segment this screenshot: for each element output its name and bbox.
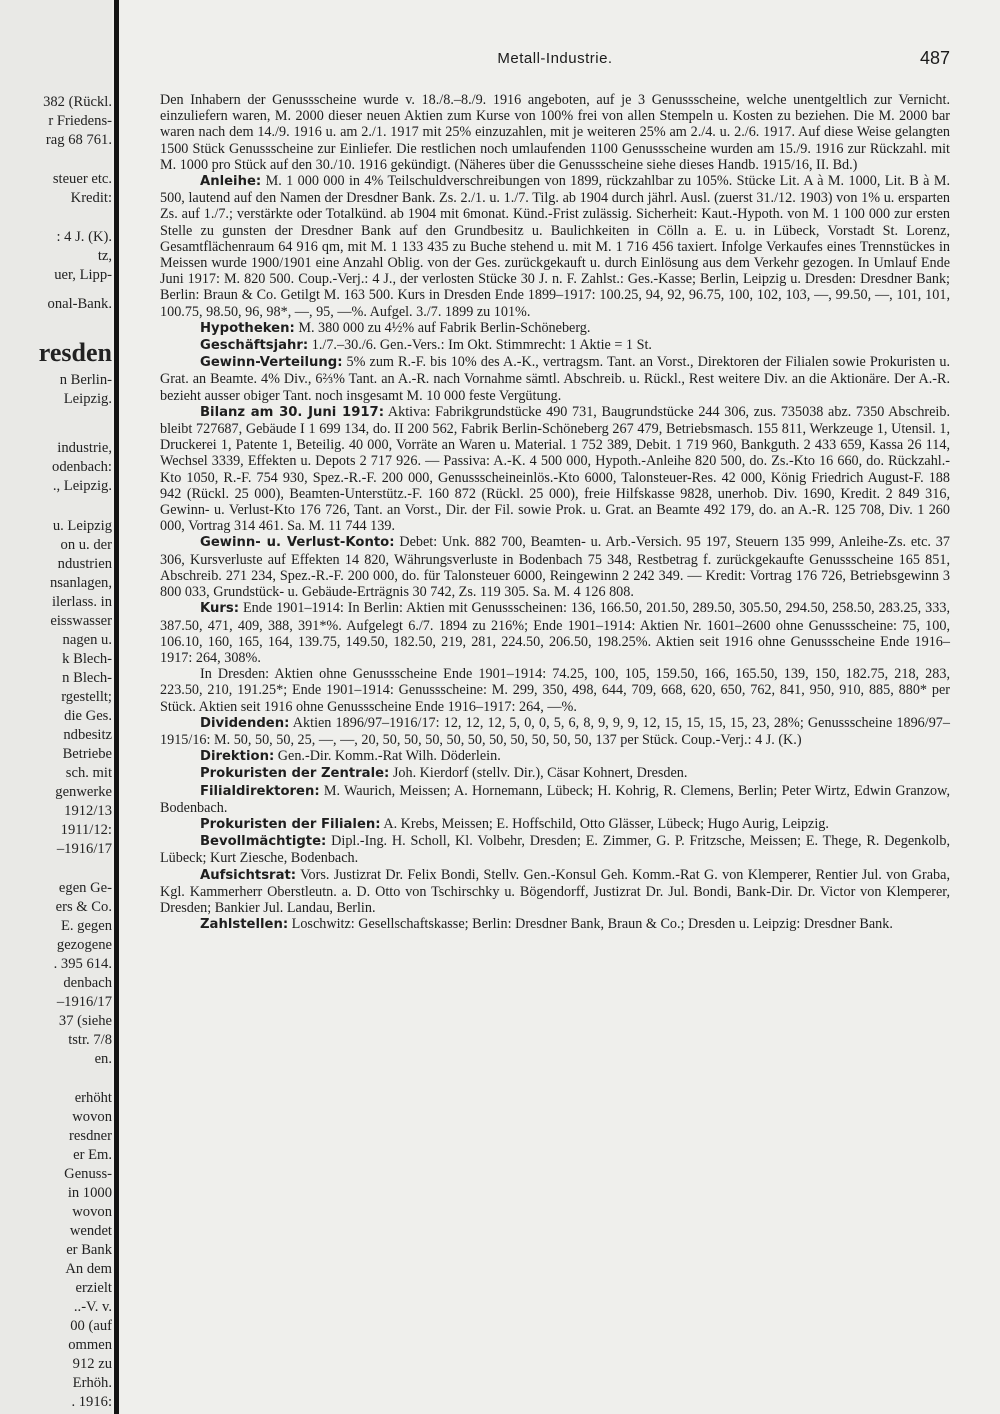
gutter-text-line: die Ges. xyxy=(64,708,112,724)
gutter-text-line: r Friedens- xyxy=(48,113,112,129)
entry-paragraph xyxy=(160,600,950,666)
entry-text: Dipl.-Ing. H. Scholl, Kl. Volbehr, Dresden; E. Zimmer, G. P. Fritzsche, Meissen; E. Thege, R. Degenkolb, Lübeck; Kurt Ziesche, Bodenbach. xyxy=(160,833,950,867)
entry-text: M. 1 000 000 in 4% Teilschuldverschreibungen von 1899, rückzahlbar zu 105%. Stücke Lit. A à M. 1000, Lit. B à M. 500, lautend auf den Namen der Dresdner Bank. Zs. 2./1. u. 1./7. Tilg. ab 1904 durch jährl. Ausl. (zuerst 31./12. 1903) von 1% u. ersparten Zs. auf 1./7.; verstärkte oder Totalkünd. ab 1904 mit 6monat. Künd.-Frist zulässig. Sicherheit: Kaut.-Hypoth. von M. 1 100 000 zur ersten Stelle zu gunsten der Dresdner Bank auf den Grundbesitz u. Baulichkeiten in Cölln a. E. u. in Lübeck, Vorstadt St. Lorenz, Gesamtflächenraum 64 916 qm, mit M. 1 133 435 zu Buche stehend u. mit M. 1 716 456 taxiert. Infolge Verkaufes eines Trennstückes in Meissen wurde 1900/1901 eine Anzahl Oblig. von der Ges. zurückgekauft u. durch Einlösung aus dem Verkehr gezogen. In Umlauf Ende Juni 1917: M. 820 500. Coup.-Verj.: 4 J., der verlosten Stücke 30 J. n. F. Zahlst.: Ges.-Kasse; Berlin, Leipzig u. Dresden: Dresdner Bank; Berlin: Braun & Co. Getilgt M. 163 500. Kurs in Dresden Ende 1899–1917: 100.25, 94, 92, 96.75, 100, 102, 103, —, 99.50, —, 101, 101, 100.75, 98.50, 96, 98*, —, 95, —%. Aufgel. 3./7. 1899 zu 101%. xyxy=(160,173,951,320)
entry-paragraph xyxy=(160,173,950,320)
entry-paragraph xyxy=(160,534,950,600)
gutter-text-line: wovon xyxy=(72,1109,112,1125)
entry-label: Prokuristen der Zentrale: xyxy=(200,766,390,782)
entry-text: Aktien 1896/97–1916/17: 12, 12, 12, 5, 0, 0, 5, 6, 8, 9, 9, 9, 12, 15, 15, 15, 15, 23, 28%; Genussscheine 1896/97–1915/16: M. 50, 50, 50, 25, —, —, 20, 50, 50, 50, 50, 50, 50, 50, 50, 50, 50, 137 per Stück. Coup.-Verj.: 4 J. (K.) xyxy=(160,714,950,748)
gutter-text-line: n Blech- xyxy=(62,670,112,686)
gutter-text-line: –1916/17 xyxy=(56,841,112,857)
gutter-text-line: in 1000 xyxy=(67,1185,112,1201)
gutter-text-line: eisswasser xyxy=(50,613,112,629)
gutter-text-line: Betriebe xyxy=(62,746,112,762)
gutter-text-line: ilerlass. in xyxy=(52,594,112,610)
gutter-text-line: erhöht xyxy=(74,1090,112,1106)
entry-label: Anleihe: xyxy=(200,174,262,190)
gutter-text-line: 1912/13 xyxy=(64,803,112,819)
entry-paragraph xyxy=(160,320,950,337)
gutter-text-line: Leipzig. xyxy=(63,391,112,407)
gutter-text-line: –1916/17 xyxy=(56,994,112,1010)
gutter-text-line: Kredit: xyxy=(70,190,112,206)
gutter-text-line: ., Leipzig. xyxy=(52,478,112,494)
entry-label: Bilanz am 30. Juni 1917: xyxy=(200,404,384,420)
entry-label: Aufsichtsrat: xyxy=(200,867,297,883)
entry-text: Loschwitz: Gesellschaftskasse; Berlin: Dresdner Bank, Braun & Co.; Dresden u. Leipzig: Dresdner Bank. xyxy=(291,916,893,933)
entry-label: Geschäftsjahr: xyxy=(200,338,309,354)
entry-paragraph xyxy=(160,337,950,354)
gutter-text-line: 00 (auf xyxy=(70,1318,112,1334)
gutter-text-line: egen Ge- xyxy=(58,880,112,896)
gutter-text-line: n Berlin- xyxy=(59,372,112,388)
entry-text: In Dresden: Aktien ohne Genussscheine Ende 1901–1914: 74.25, 100, 105, 159.50, 166, 165.50, 139, 150, 182.75, 218, 283, 223.50, 210, 191.25*; Ende 1901–1914: Genussscheine: M. 299, 350, 498, 644, 709, 668, 620, 650, 762, 841, 950, 910, 885, 880* per Stück. Aktien seit 1916 ohne Genussscheine Ende 1916–1917: 264, —%. xyxy=(160,666,950,715)
entry-paragraph xyxy=(160,404,950,535)
entry-text: 5% zum R.-F. bis 10% des A.-K., vertragsm. Tant. an Vorst., Direktoren der Filialen sowie Prokuristen u. Grat. an Beamte. 4% Div., 6⅔% Tant. an A.-R. nach Vornahme sämtl. Abschreib. u. Rückl., Rest weitere Div. an die Aktionäre. Der A.-R. bezieht ausser obiger Tant. noch insgesamt M. 10 000 feste Vergütung. xyxy=(160,354,950,404)
gutter-text-line: 382 (Rückl. xyxy=(43,94,112,110)
gutter-text-line: onal-Bank. xyxy=(47,296,112,312)
entry-paragraph xyxy=(160,867,950,917)
entry-label: Hypotheken: xyxy=(200,320,295,336)
main-text-column xyxy=(160,92,950,933)
gutter-text-line: nsanlagen, xyxy=(49,575,112,591)
gutter-text-line: tstr. 7/8 xyxy=(68,1032,112,1048)
gutter-text-line: u. Leipzig xyxy=(52,518,112,534)
gutter-text-line: 37 (siehe xyxy=(58,1013,112,1029)
running-title: Metall-Industrie. xyxy=(497,50,613,67)
gutter-text-line: sch. mit xyxy=(65,765,112,781)
entry-paragraph xyxy=(160,715,950,748)
page-header xyxy=(160,50,950,72)
entry-label: Bevollmächtigte: xyxy=(200,834,327,850)
book-spine-rule xyxy=(114,0,119,1414)
gutter-text-line: gezogene xyxy=(56,937,112,953)
gutter-text-line: An dem xyxy=(65,1261,112,1277)
entry-text: Den Inhabern der Genussscheine wurde v. 18./8.–8./9. 1916 angeboten, auf je 3 Genussscheine, welche unentgeltlich zur Vernicht. einzuliefern waren, M. 2000 dieser neuen Aktien zum Kurse von 100% frei von allen Stempeln u. Kosten zu beziehen. Die M. 2000 bar waren nach dem 14./9. 1916 u. am 2./1. 1917 mit 25% einzuzahlen, mit je weiteren 25% am 2./4. u. 2./6. 1917. Auf diese Weise gelangten 1500 Stück Genussscheine zur Einliefer. Die restlichen noch umlaufenden 1100 Genussscheine wurden am 15./9. 1916 zur Rückzahl. mit M. 1000 pro Stück auf den 30./10. 1916 gekündigt. (Näheres über die Genussscheine siehe dieses Handb. 1915/16, II. Bd.) xyxy=(160,92,950,173)
gutter-text-line: E. gegen xyxy=(60,918,112,934)
gutter-text-line: ommen xyxy=(68,1337,112,1353)
entry-text: M. 380 000 zu 4½% auf Fabrik Berlin-Schöneberg. xyxy=(298,319,591,336)
gutter-text-line: wendet xyxy=(69,1223,112,1239)
entry-label: Prokuristen der Filialen: xyxy=(200,816,381,832)
entry-paragraph xyxy=(160,916,950,933)
entry-paragraph xyxy=(160,92,950,173)
gutter-text-line: ndustrien xyxy=(57,556,112,572)
gutter-text-line: er Bank xyxy=(66,1242,112,1258)
gutter-text-line: ndbesitz xyxy=(63,727,112,743)
gutter-text-line: erzielt xyxy=(75,1280,112,1296)
gutter-text-line: uer, Lipp- xyxy=(54,267,112,283)
gutter-text-line: genwerke xyxy=(55,784,112,800)
gutter-text-line: on u. der xyxy=(60,537,112,553)
gutter-text-line: k Blech- xyxy=(62,651,112,667)
entry-paragraph xyxy=(160,833,950,866)
entry-label: Filialdirektoren: xyxy=(200,783,320,799)
gutter-text-line: : 4 J. (K). xyxy=(56,229,112,245)
entry-paragraph xyxy=(160,354,950,404)
gutter-text-line: en. xyxy=(94,1051,112,1067)
entry-label: Zahlstellen: xyxy=(200,917,289,933)
gutter-text-line: rgestellt; xyxy=(61,689,112,705)
gutter-text-line: resdner xyxy=(69,1128,112,1144)
entry-label: Gewinn-Verteilung: xyxy=(200,355,343,371)
gutter-text-line: . 395 614. xyxy=(53,956,112,972)
entry-text: Ende 1901–1914: In Berlin: Aktien mit Genussscheinen: 136, 166.50, 201.50, 289.50, 305.50, 294.50, 258.50, 283.25, 333, 387.50, 471, 409, 388, 391*%. Aufgelegt 6./7. 1894 zu 216%; Ende 1901–1914: Aktien Nr. 1601–2600 ohne Genussscheine: 75, 100, 106.10, 160, 165, 164, 139.75, 149.50, 182.50, 219, 281, 224.50, 206.50, 198.25%. Aktien seit 1916 ohne Genussscheine Ende 1916–1917: 264, 308%. xyxy=(160,600,950,666)
gutter-text-line: Genuss- xyxy=(64,1166,112,1182)
entry-text: 1./7.–30./6. Gen.-Vers.: Im Okt. Stimmrecht: 1 Aktie = 1 St. xyxy=(311,337,652,354)
gutter-text-line: resden xyxy=(38,338,112,367)
entry-text: M. Waurich, Meissen; A. Hornemann, Lübeck; H. Kohrig, R. Clemens, Berlin; Peter Wirtz, Edwin Granzow, Bodenbach. xyxy=(160,782,951,816)
gutter-text-line: industrie, xyxy=(57,440,112,456)
entry-label: Dividenden: xyxy=(200,715,290,731)
gutter-text-line: steuer etc. xyxy=(52,171,112,187)
entry-paragraph xyxy=(160,783,950,816)
entry-label: Kurs: xyxy=(200,601,240,617)
gutter-text-line: ..-V. v. xyxy=(73,1299,112,1315)
entry-label: Gewinn- u. Verlust-Konto: xyxy=(200,535,395,551)
entry-text: Joh. Kierdorf (stellv. Dir.), Cäsar Kohnert, Dresden. xyxy=(392,765,688,782)
gutter-text-line: er Em. xyxy=(73,1147,112,1163)
entry-text: Debet: Unk. 882 700, Beamten- u. Arb.-Versich. 95 197, Steuern 135 999, Anleihe-Zs. etc. 37 306, Kursverluste auf Effekten 14 820, Währungsverluste in Bodenbach 75 348, Restbetrag f. zurückgekaufte Genussscheine 165 851, Abschreib. 271 234, Spez.-R.-F. 200 000, do. für Talonsteuer 6000, Reingewinn 2 242 349. — Kredit: Vortrag 176 726, Betriebsgewinn 3 800 033, Grundstück- u. Gebäude-Erträgnis 30 742, Zs. 119 305. Sa. M. 4 126 808. xyxy=(160,534,950,601)
gutter-text-line: 912 zu xyxy=(72,1356,112,1372)
gutter-text-line: tz, xyxy=(97,248,112,264)
entry-paragraph xyxy=(160,748,950,765)
gutter-text-line: Erhöh. xyxy=(72,1375,112,1391)
gutter-text-line: odenbach: xyxy=(52,459,112,475)
entry-text: Gen.-Dir. Komm.-Rat Wilh. Döderlein. xyxy=(277,748,501,765)
gutter-text-line: nagen u. xyxy=(62,632,112,648)
entry-text: A. Krebs, Meissen; E. Hoffschild, Otto Glässer, Lübeck; Hugo Aurig, Leipzig. xyxy=(383,815,829,832)
entry-text: Aktiva: Fabrikgrundstücke 490 731, Baugrundstücke 244 306, zus. 735038 abz. 7350 Abschreib. bleibt 727687, Gebäude I 1 699 134, do. II 200 562, Fabrik Berlin-Schöneberg 267 479, Betriebsmasch. 155 811, Werkzeuge 1, Utensil. 1, Druckerei 1, Patente 1, Beteilig. 40 000, Vorräte an Waren u. Material. 1 752 389, Debit. 1 719 960, Bankguth. 2 433 659, Kassa 26 114, Wechsel 3339, Effekten u. Depots 2 717 926. — Passiva: A.-K. 4 500 000, Hypoth.-Anleihe 820 500, do. Zs.-Kto 16 660, do. Rückzahl.-Kto 1050, R.-F. 754 930, Spez.-R.-F. 200 000, Genussscheineinlös.-Kto 6000, Talonsteuer-Res. 42 000, König Friedrich August-F. 188 942 (Rückl. 25 000), Beamten-Unterstütz.-F. 160 872 (Rückl. 25 000), freie Hilfskasse 9828, unerhob. Div. 1690, Kredit. 2 849 316, Gewinn- u. Verlust-Kto 176 726, Tant. an Vorst., Dir. der Fil. sowie Prok. u. Grat. an Beamte 492 179, do. an A.-R. 125 708, Div. 1 260 000, Vortrag 314 461. Sa. M. 11 744 139. xyxy=(160,403,951,535)
entry-label: Direktion: xyxy=(200,749,275,765)
gutter-text-line: . 1916: xyxy=(71,1394,112,1410)
left-page-fragment xyxy=(0,0,112,1414)
entry-paragraph xyxy=(160,666,950,715)
gutter-text-line: denbach xyxy=(63,975,112,991)
gutter-text-line: wovon xyxy=(72,1204,112,1220)
gutter-text-line: rag 68 761. xyxy=(45,132,112,148)
page-number: 487 xyxy=(919,48,950,68)
gutter-text-line: 1911/12: xyxy=(60,822,112,838)
entry-text: Vors. Justizrat Dr. Felix Bondi, Stellv. Gen.-Konsul Geh. Komm.-Rat G. von Klemperer, Rentier Jul. von Graba, Kgl. Kammerherr Oberstleutn. a. D. Otto von Tschirschky u. Bögendorff, Justizrat Dr. Jul. Bondi, Bank-Dir. Dr. Victor von Klemperer, Dresden; Bankier Jul. Landau, Berlin. xyxy=(160,866,950,916)
entry-paragraph xyxy=(160,765,950,782)
entry-paragraph xyxy=(160,816,950,833)
gutter-text-line: ers & Co. xyxy=(55,899,112,915)
